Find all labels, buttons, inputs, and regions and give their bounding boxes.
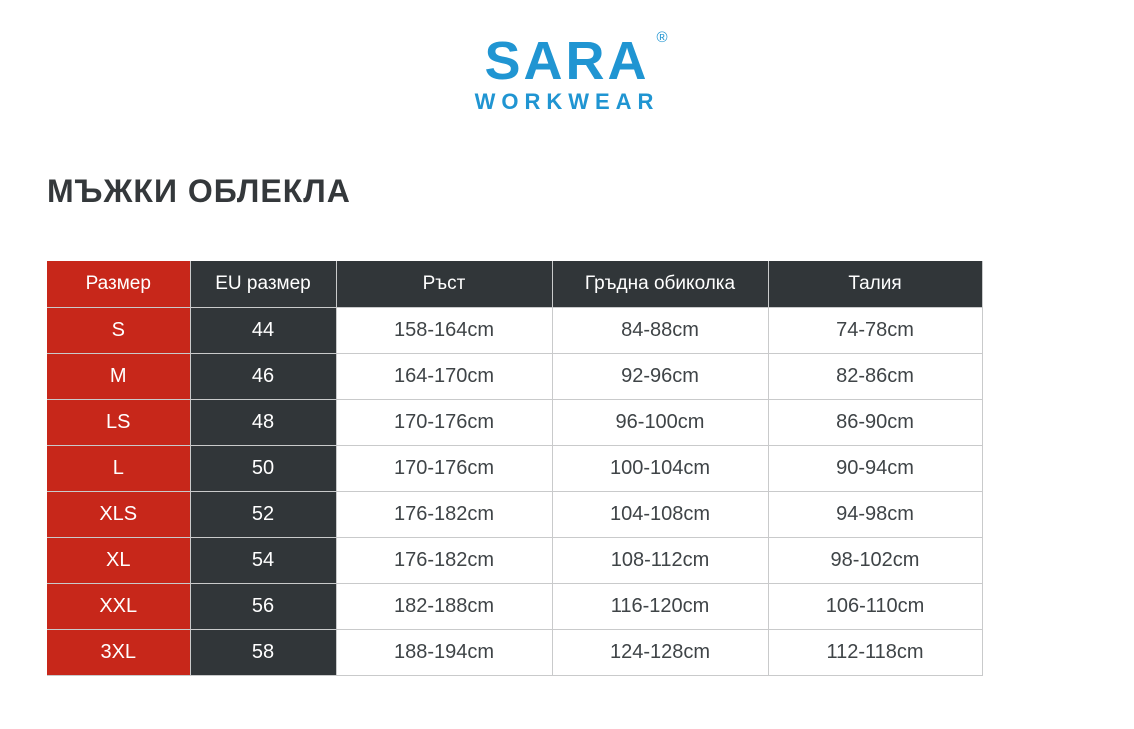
size-cell: XL [47, 538, 190, 584]
chest-cell: 96-100cm [552, 400, 768, 446]
brand-logo-text [484, 29, 668, 91]
eu-size-cell: 58 [190, 630, 336, 676]
table-row [47, 354, 982, 400]
size-cell: L [47, 446, 190, 492]
size-cell: XLS [47, 492, 190, 538]
table-row [47, 308, 982, 354]
registered-trademark-icon: ® [656, 29, 668, 46]
eu-size-cell: 46 [190, 354, 336, 400]
page-title: МЪЖКИ ОБЛЕКЛА [47, 173, 351, 209]
eu-size-cell: 54 [190, 538, 336, 584]
chest-cell: 92-96cm [552, 354, 768, 400]
waist-cell: 94-98cm [768, 492, 982, 538]
waist-cell: 74-78cm [768, 308, 982, 354]
eu-size-cell: 56 [190, 584, 336, 630]
size-cell: 3XL [47, 630, 190, 676]
height-cell: 176-182cm [336, 492, 552, 538]
column-header-size: Размер [47, 261, 190, 308]
waist-cell: 90-94cm [768, 446, 982, 492]
table-row [47, 630, 982, 676]
table-row [47, 584, 982, 630]
table-header-row [47, 261, 982, 308]
chest-cell: 124-128cm [552, 630, 768, 676]
table-row [47, 400, 982, 446]
table-row [47, 492, 982, 538]
chest-cell: 104-108cm [552, 492, 768, 538]
eu-size-cell: 50 [190, 446, 336, 492]
chest-cell: 100-104cm [552, 446, 768, 492]
size-chart-table [47, 261, 983, 676]
height-cell: 170-176cm [336, 446, 552, 492]
table-row [47, 538, 982, 584]
chest-cell: 108-112cm [552, 538, 768, 584]
size-table-body [47, 308, 982, 676]
waist-cell: 106-110cm [768, 584, 982, 630]
eu-size-cell: 48 [190, 400, 336, 446]
waist-cell: 98-102cm [768, 538, 982, 584]
size-cell: S [47, 308, 190, 354]
eu-size-cell: 44 [190, 308, 336, 354]
chest-cell: 84-88cm [552, 308, 768, 354]
column-header-height: Ръст [336, 261, 552, 308]
waist-cell: 86-90cm [768, 400, 982, 446]
table-row [47, 446, 982, 492]
column-header-waist: Талия [768, 261, 982, 308]
height-cell: 176-182cm [336, 538, 552, 584]
height-cell: 170-176cm [336, 400, 552, 446]
size-cell: M [47, 354, 190, 400]
height-cell: 188-194cm [336, 630, 552, 676]
chest-cell: 116-120cm [552, 584, 768, 630]
size-cell: XXL [47, 584, 190, 630]
height-cell: 164-170cm [336, 354, 552, 400]
brand-subtitle: WORKWEAR [474, 89, 660, 114]
brand-name: SARA [484, 31, 650, 91]
size-cell: LS [47, 400, 190, 446]
height-cell: 182-188cm [336, 584, 552, 630]
waist-cell: 82-86cm [768, 354, 982, 400]
brand-logo [0, 0, 1134, 113]
waist-cell: 112-118cm [768, 630, 982, 676]
column-header-chest: Гръдна обиколка [552, 261, 768, 308]
height-cell: 158-164cm [336, 308, 552, 354]
eu-size-cell: 52 [190, 492, 336, 538]
column-header-eu-size: EU размер [190, 261, 336, 308]
